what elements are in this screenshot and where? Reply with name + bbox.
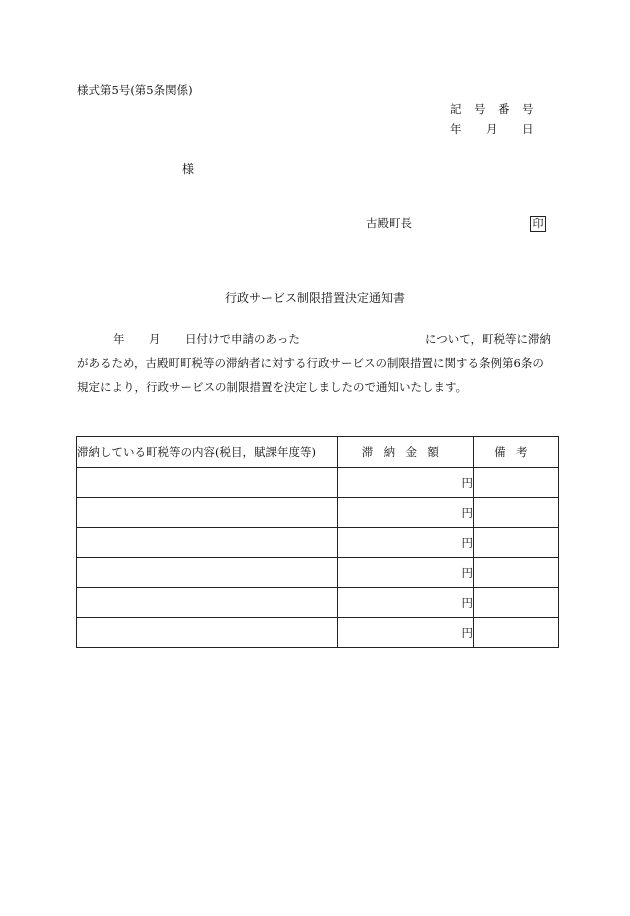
date-day-label: 日 (522, 122, 534, 136)
table-row (77, 618, 559, 648)
remarks-cell[interactable] (474, 468, 559, 498)
record-label-char: 号 (522, 102, 534, 116)
remarks-cell[interactable] (474, 618, 559, 648)
tax-content-cell[interactable] (77, 468, 338, 498)
document-title: 行政サービス制限措置決定通知書 (224, 291, 405, 305)
seal-mark: 印 (530, 216, 546, 232)
table-row (77, 588, 559, 618)
form-number: 様式第5号(第5条関係) (77, 83, 193, 97)
amount-cell[interactable]: 円 (338, 528, 474, 558)
amount-cell[interactable]: 円 (338, 558, 474, 588)
body-line-3: 規定により，行政サービスの制限措置を決定しましたので通知いたします。 (77, 380, 468, 394)
amount-cell[interactable]: 円 (338, 618, 474, 648)
tax-content-cell[interactable] (77, 588, 338, 618)
header-remarks: 備考 (474, 437, 559, 468)
date-month-label: 月 (486, 122, 498, 136)
remarks-cell[interactable] (474, 588, 559, 618)
table-row (77, 558, 559, 588)
addressee-suffix: 様 (182, 162, 195, 176)
body-application-text: 日付けで申請のあった (185, 332, 300, 346)
amount-cell[interactable]: 円 (338, 588, 474, 618)
date-year-label: 年 (450, 122, 462, 136)
amount-cell[interactable]: 円 (338, 468, 474, 498)
record-number-label (450, 104, 534, 116)
tax-content-cell[interactable] (77, 618, 338, 648)
record-label-char: 番 (498, 102, 510, 116)
body-line-2: があるため，古殿町町税等の滞納者に対する行政サービスの制限措置に関する条例第6条の (77, 356, 544, 370)
issue-date-label (450, 124, 534, 136)
header-amount: 滞納金額 (338, 437, 474, 468)
record-label-char: 記 (450, 102, 462, 116)
table-row (77, 468, 559, 498)
tax-content-cell[interactable] (77, 498, 338, 528)
record-label-char: 号 (474, 102, 486, 116)
tax-content-cell[interactable] (77, 528, 338, 558)
table-header-row (77, 437, 559, 468)
table-row (77, 498, 559, 528)
remarks-cell[interactable] (474, 558, 559, 588)
body-month-label: 月 (149, 332, 161, 346)
delinquent-tax-table (76, 436, 559, 648)
table-row (77, 528, 559, 558)
tax-content-cell[interactable] (77, 558, 338, 588)
body-line-1-tail: について，町税等に滞納 (425, 332, 552, 346)
remarks-cell[interactable] (474, 528, 559, 558)
amount-cell[interactable]: 円 (338, 498, 474, 528)
remarks-cell[interactable] (474, 498, 559, 528)
header-tax-content: 滞納している町税等の内容(税目，賦課年度等) (77, 437, 338, 468)
body-year-label: 年 (113, 332, 125, 346)
sender-title: 古殿町長 (366, 216, 412, 230)
